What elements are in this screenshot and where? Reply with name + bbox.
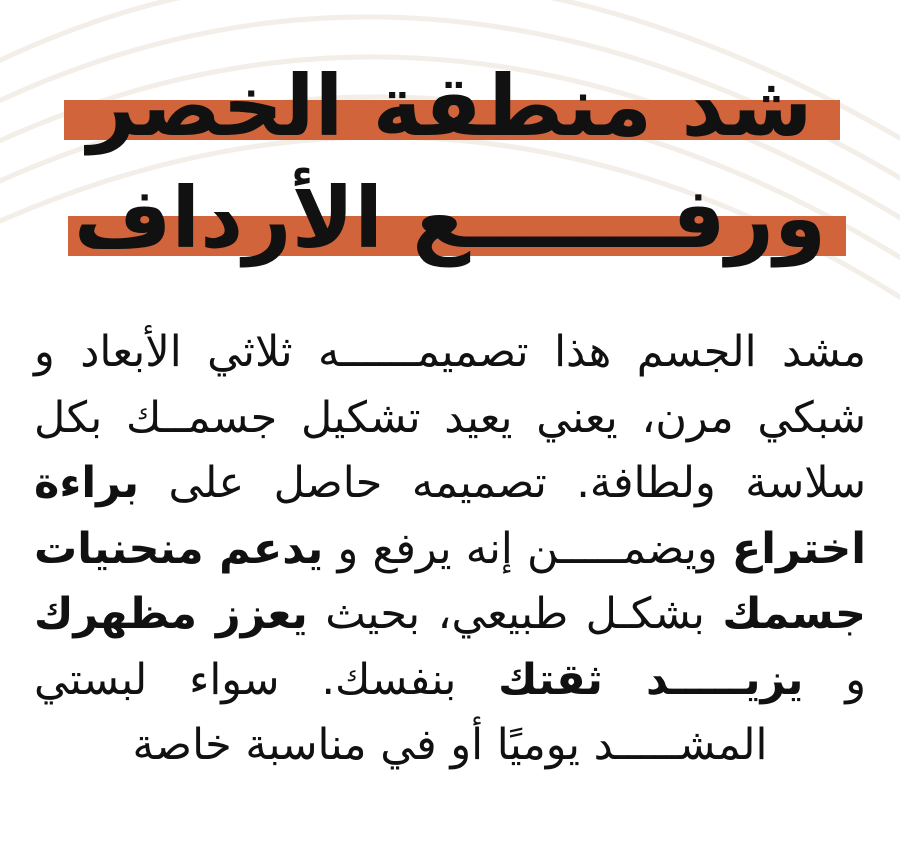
body-paragraph	[34, 320, 866, 779]
body-emphasis: يعزز مظهرك	[34, 589, 308, 639]
headline-line-1: شد منطقة الخصر	[87, 57, 813, 155]
body-text-segment: بشكـل طبيعي، بحيث	[307, 589, 723, 639]
headline	[0, 0, 900, 280]
body-text-segment: و	[803, 654, 866, 705]
body-emphasis: يزيـــــد ثقتك	[498, 654, 804, 705]
body-emphasis: براءة اختراع	[34, 458, 866, 574]
headline-line-2: ورفـــــــع الأرداف	[73, 169, 827, 267]
body-text-segment: بنفسك. سواء لبستي المشـــــد يوميًا أو في مناسبة خاصة	[34, 654, 768, 770]
body-emphasis: يدعم منحنيات جسمك	[34, 523, 866, 639]
body-text-segment: مشد الجسم هذا تصميمــــــه ثلاثي الأبعاد و شبكي مرن، يعني يعيد تشكيل جسمــك بكل سلاسة ولطافة. تصميمه حاصل على	[34, 327, 866, 508]
body-text-segment: ويضمـــــن إنه يرفع و	[323, 523, 732, 574]
